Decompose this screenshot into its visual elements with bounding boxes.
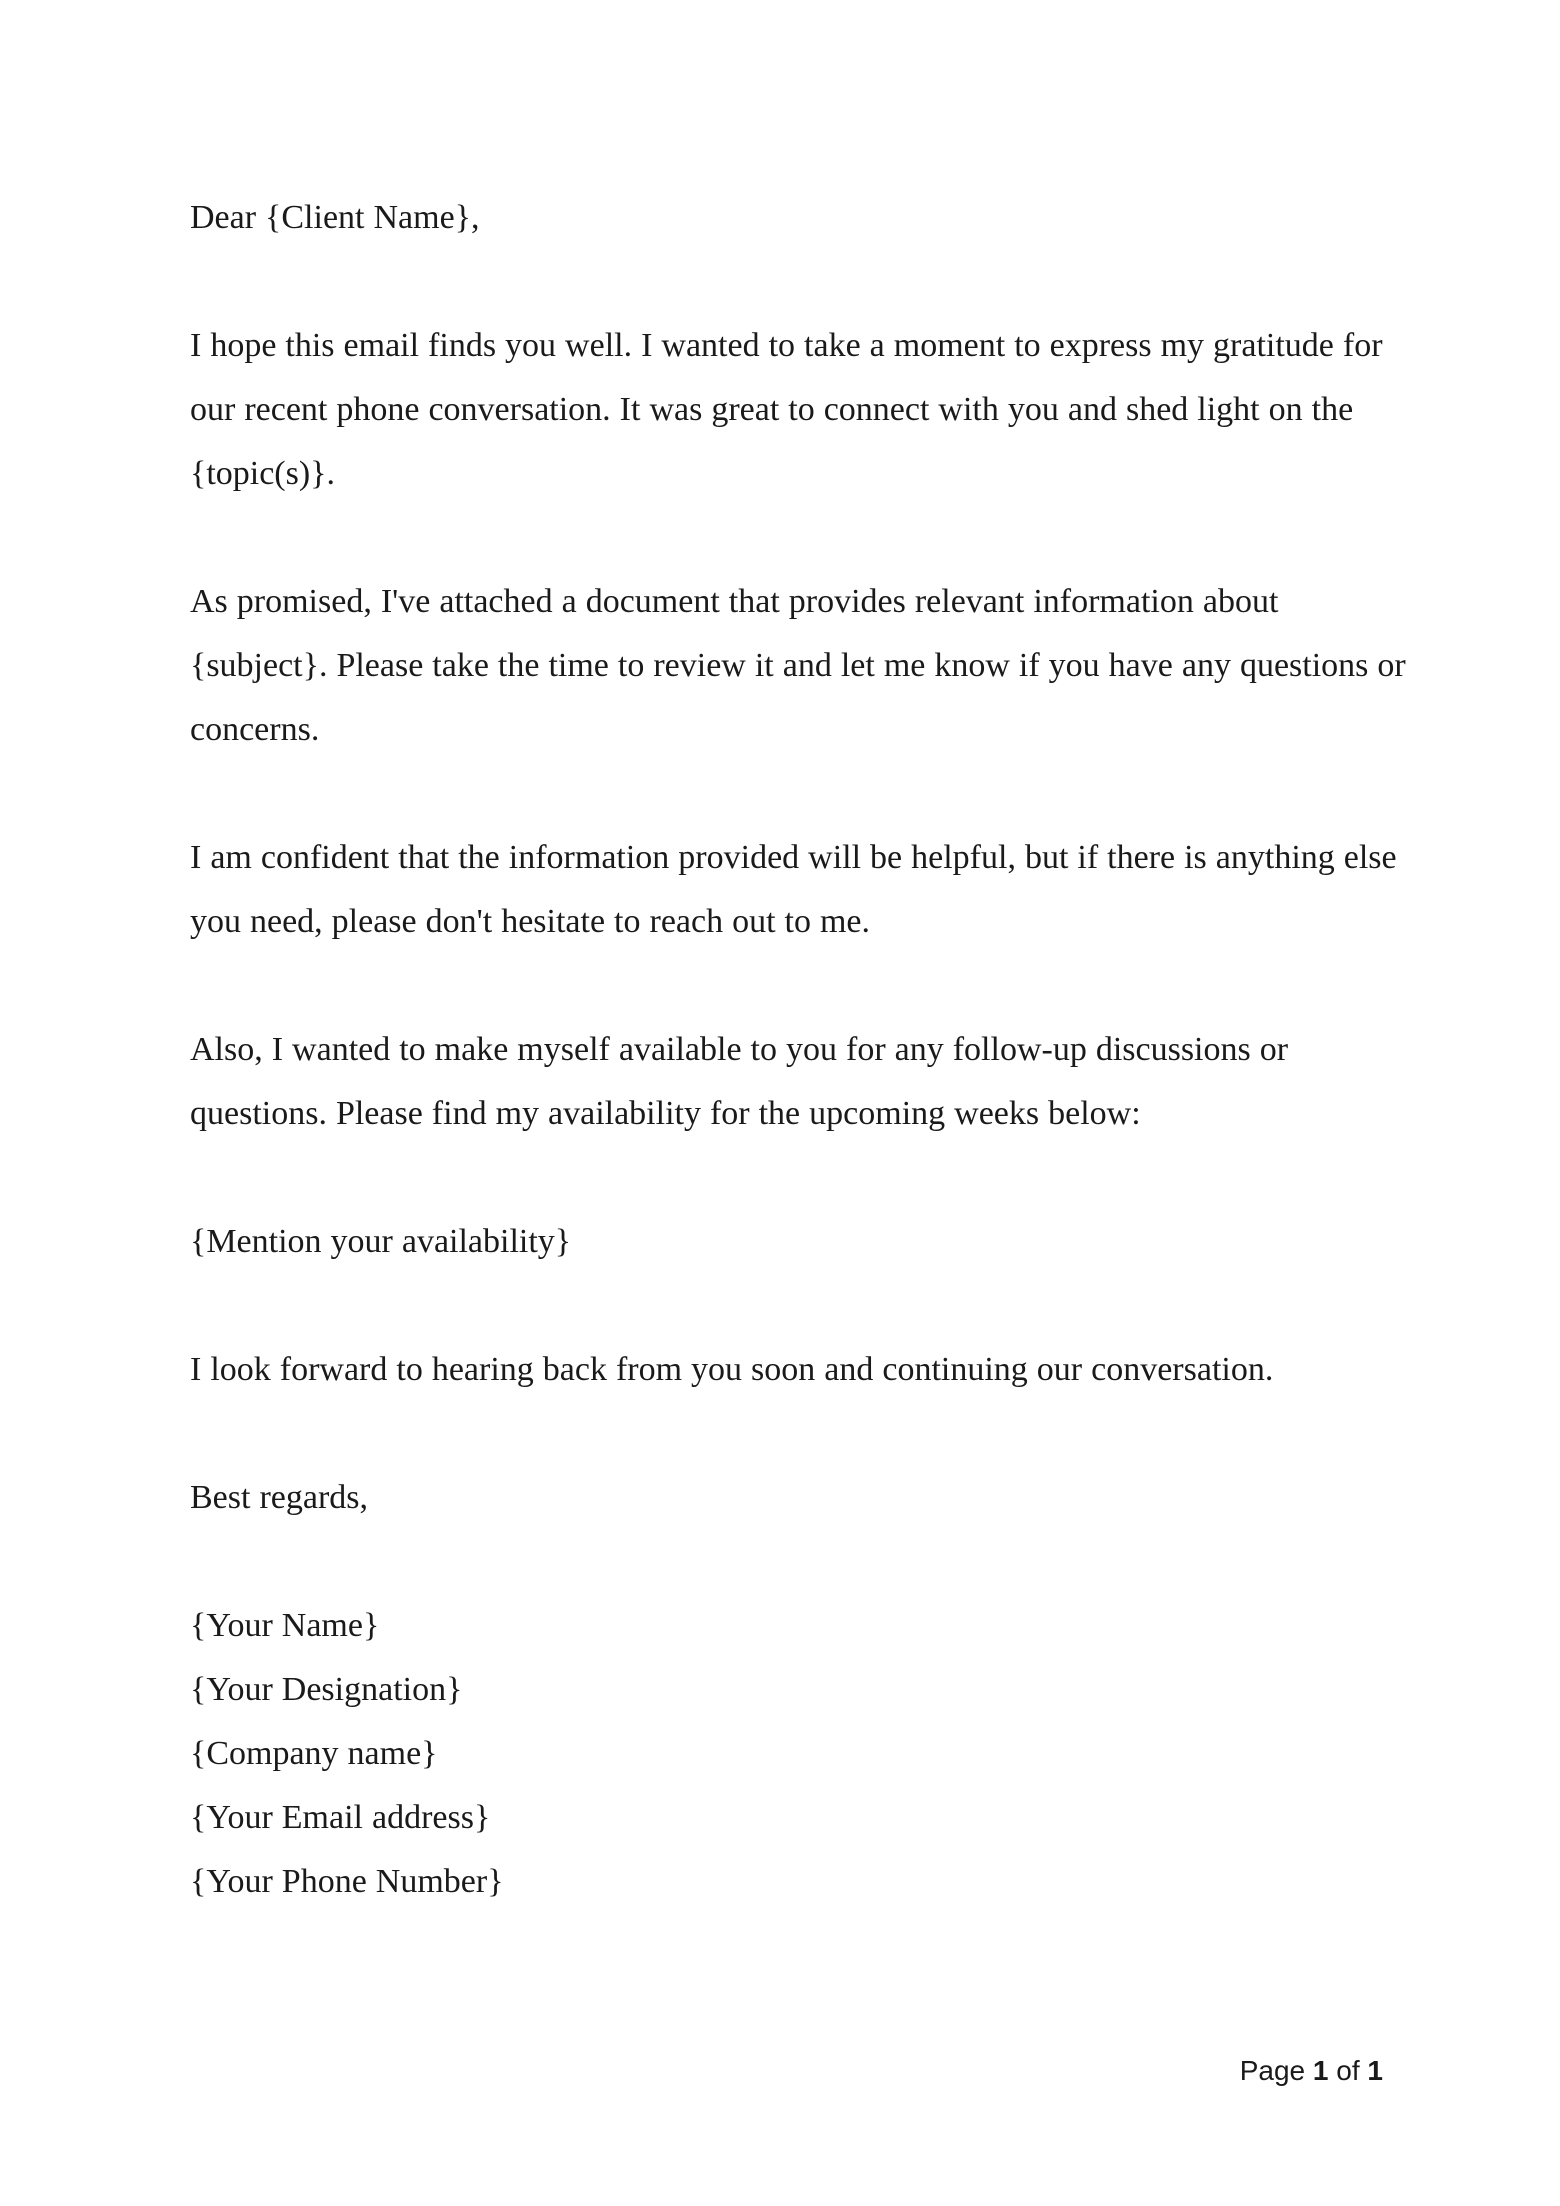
availability-placeholder: {Mention your availability} [190,1223,572,1260]
paragraph-intro: I hope this email finds you well. I wanted to take a moment to express my gratitude for our recent phone conversation. It was great to connect with you and shed light on the {topic(s)}. [190,327,1383,492]
signature-phone: {Your Phone Number} [190,1863,504,1900]
page-number-footer [1240,2055,1383,2087]
letter-closing: Best regards, [190,1479,369,1516]
signature-block [190,1594,1410,1914]
page-word: Page [1239,2055,1306,2086]
letter-body [190,186,1410,1914]
letter-greeting: Dear {Client Name}, [190,199,480,236]
current-page-number: 1 [1312,2055,1329,2086]
of-word: of [1336,2055,1360,2086]
signature-email: {Your Email address} [190,1799,491,1836]
paragraph-attachment: As promised, I've attached a document that provides relevant information about {subject}. Please take the time to review it and let me know if you have any questions or concerns. [190,583,1406,748]
signature-designation: {Your Designation} [190,1671,463,1708]
paragraph-followup: I look forward to hearing back from you soon and continuing our conversation. [190,1351,1274,1388]
signature-company: {Company name} [190,1735,438,1772]
paragraph-availability: Also, I wanted to make myself available to you for any follow-up discussions or questions. Please find my availability for the upcoming weeks below: [190,1031,1289,1132]
total-page-count: 1 [1367,2055,1383,2086]
paragraph-confidence: I am confident that the information provided will be helpful, but if there is anything else you need, please don't hesitate to reach out to me. [190,839,1397,940]
signature-name: {Your Name} [190,1607,380,1644]
